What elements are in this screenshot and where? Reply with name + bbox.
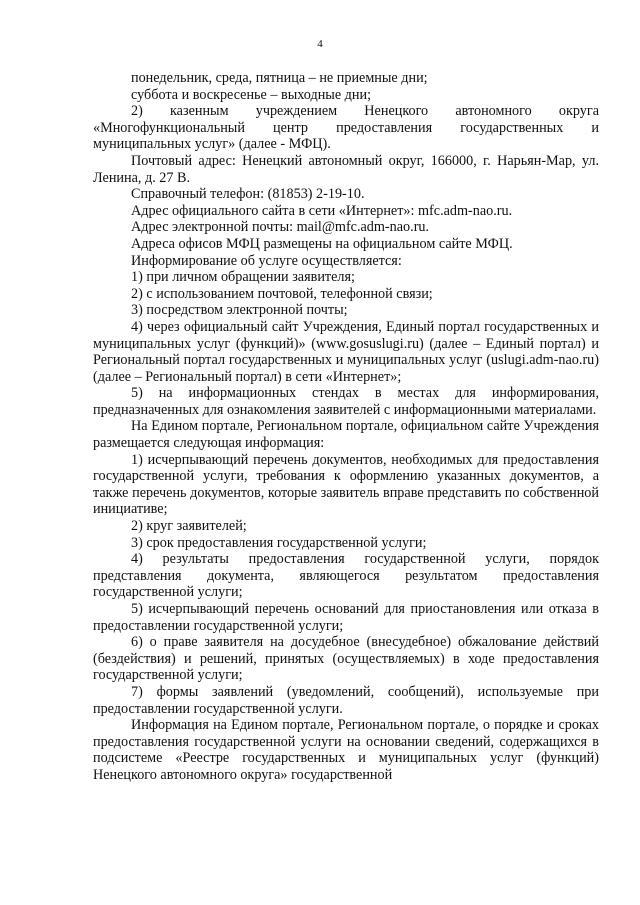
list-item: 1) при личном обращении заявителя; xyxy=(131,269,355,286)
paragraph: понедельник, среда, пятница – не приемные дни; xyxy=(131,70,428,86)
list-item: 6) о праве заявителя на досудебное (внесудебное) обжалование действий (бездействия) и решений, принятых (осуществляемых) в ходе предоставления государственной услуги; xyxy=(93,634,599,684)
paragraph: Адреса офисов МФЦ размещены на официальном сайте МФЦ. xyxy=(131,235,513,252)
paragraph: 2) казенным учреждением Ненецкого автономного округа «Многофункциональный центр предоставления государственных и муниципальных услуг» (далее - МФЦ). xyxy=(93,103,599,153)
paragraph: Справочный телефон: (81853) 2-19-10. xyxy=(131,186,365,203)
list-item: 4) результаты предоставления государственной услуги, порядок представления документа, являющегося результатом предоставления государственной услуги; xyxy=(93,551,599,601)
paragraph: Адрес официального сайта в сети «Интернет»: mfc.adm-nao.ru. xyxy=(131,202,513,219)
paragraph: Почтовый адрес: Ненецкий автономный округ, 166000, г. Нарьян-Мар, ул. Ленина, д. 27 В. xyxy=(93,152,599,186)
paragraph: Адрес электронной почты: mail@mfc.adm-nao.ru. xyxy=(131,219,430,236)
list-item: 3) посредством электронной почты; xyxy=(131,302,348,319)
document-body xyxy=(93,70,599,784)
paragraph: суббота и воскресенье – выходные дни; xyxy=(131,86,372,103)
list-item: 4) через официальный сайт Учреждения, Единый портал государственных и муниципальных услуг (функций)» (www.gosuslugi.ru) (далее – Единый портал) и Региональный портал государственных и муниципальных услуг (uslugi.adm-nao.ru) (далее – Региональный портал) в сети «Интернет»; xyxy=(93,318,599,385)
list-item: 5) на информационных стендах в местах для информирования, предназначенных для ознакомления заявителей с информационными материалами. xyxy=(93,385,599,418)
paragraph: Информация на Едином портале, Региональном портале, о порядке и сроках предоставления государственной услуги на основании сведений, содержащихся в подсистеме «Реестре государственных и муниципальных услуг (функций) Ненецкого автономного округа» государственной xyxy=(93,717,599,783)
paragraph: Информирование об услуге осуществляется: xyxy=(131,252,402,269)
paragraph: На Едином портале, Региональном портале, официальном сайте Учреждения размещается следующая информация: xyxy=(93,418,599,452)
list-item: 5) исчерпывающий перечень оснований для приостановления или отказа в предоставлении государственной услуги; xyxy=(93,601,599,634)
list-item: 2) с использованием почтовой, телефонной связи; xyxy=(131,285,433,302)
list-item: 2) круг заявителей; xyxy=(131,518,247,535)
list-item: 3) срок предоставления государственной услуги; xyxy=(131,534,427,551)
list-item: 1) исчерпывающий перечень документов, необходимых для предоставления государственной услуги, требования к оформлению указанных документов, а также перечень документов, которые заявитель вправе представить по собственной инициативе; xyxy=(93,451,599,518)
page-number: 4 xyxy=(317,38,323,50)
list-item: 7) формы заявлений (уведомлений, сообщений), используемые при предоставлении государственной услуги. xyxy=(93,683,599,717)
